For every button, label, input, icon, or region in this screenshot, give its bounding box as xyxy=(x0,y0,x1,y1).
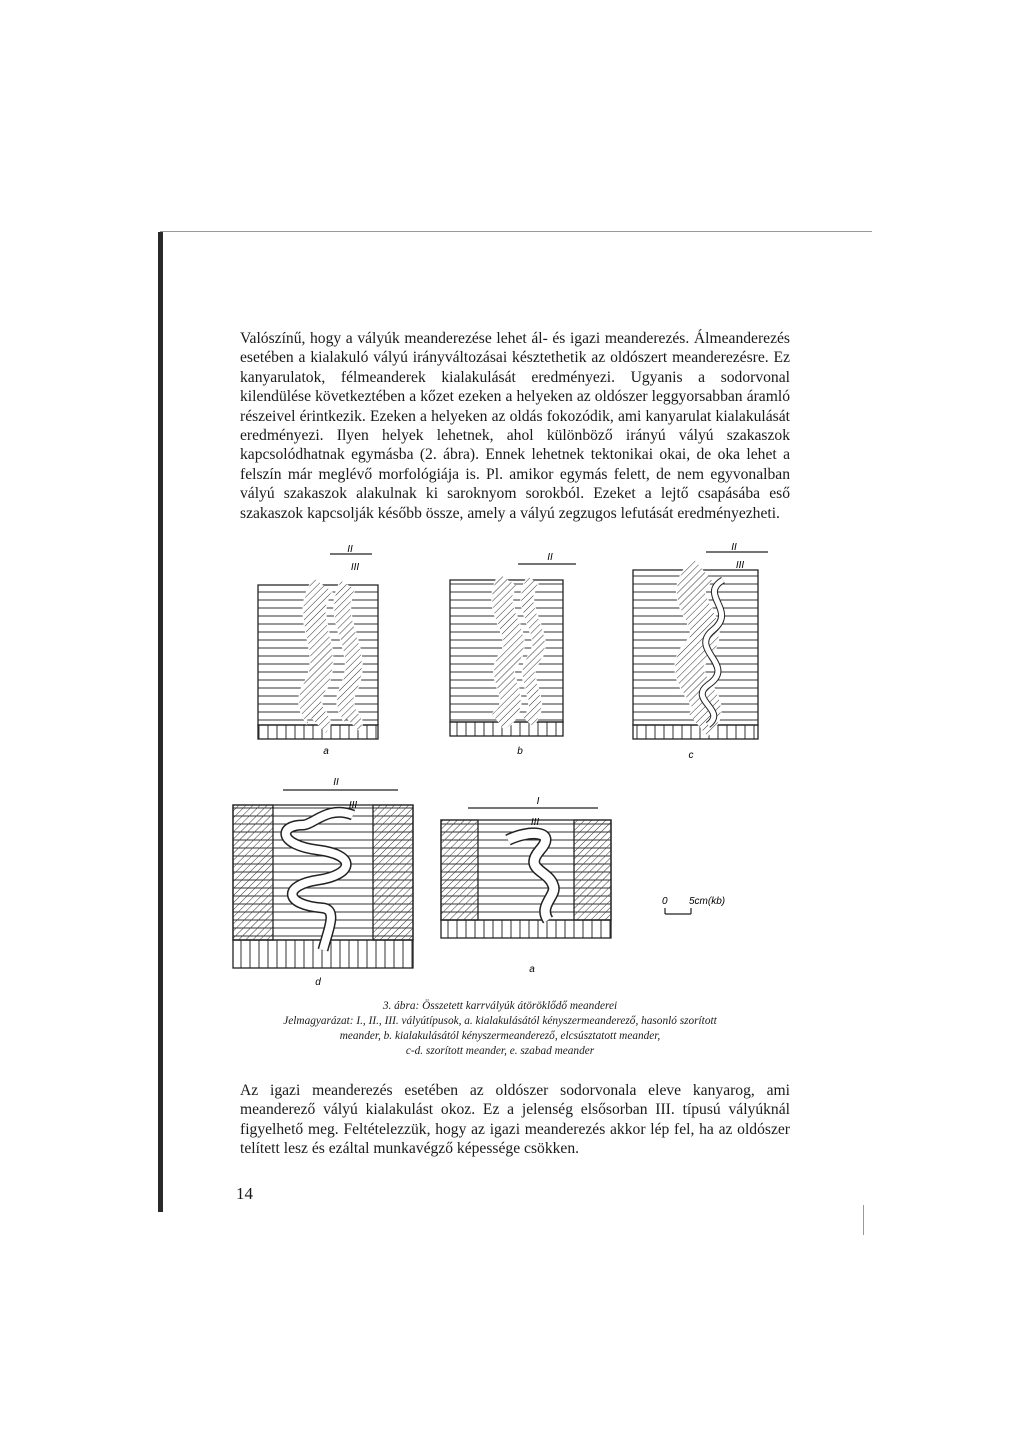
label-a-top: II xyxy=(347,544,353,555)
scan-border-left xyxy=(158,232,163,1212)
caption-line-1: Jelmagyarázat: I., II., III. vályútípusok, a. kialakulásától kényszermeanderező, hasonló szorított xyxy=(283,1015,717,1027)
caption-line-2: meander, b. kialakulásától kényszermeanderező, elcsúsztatott meander, xyxy=(339,1030,661,1042)
letter-c: c xyxy=(688,750,694,761)
scale-bar xyxy=(662,896,725,914)
paragraph-top: Valószínű, hogy a vályúk meanderezése lehet ál- és igazi meanderezés. Álmeanderezés esetében a kialakuló vályú irányváltozásai késztethetik az oldószert meanderezésre. Ez kanyarulatok, félmeanderek kialakulását eredményezi. Ugyanis a sodorvonal kilendülése következtében a kőzet ezeken a helyeken az oldószer leggyorsabban áramló részeivel érintkezik. Ezeken a helyeken az oldás fokozódik, ami kanyarulat kialakulását eredményezi. Ilyen helyek lehetnek, ahol különböző irányú vályú szakaszok kapcsolódhatnak egymásba (2. ábra). Ennek lehetnek tektonikai okai, de oka lehet a felszín már meglévő morfológiája is. Pl. amikor egymás felett, de nem egyvonalban vályú szakaszok alakulnak ki saroknyom sorokból. Ezeket a lejtő csapásába eső szakaszok kapcsolják később össze, amely a vályú zegzugos lefutását eredményezheti. xyxy=(240,330,790,522)
label-d-top: II xyxy=(333,777,339,788)
figure-svg xyxy=(228,540,808,1000)
caption-title: 3. ábra: Összetett karrvályúk átöröklődő meanderei xyxy=(382,1000,618,1012)
label-e-bottom: III xyxy=(530,817,540,828)
letter-a: a xyxy=(323,746,329,757)
letter-d: d xyxy=(315,977,321,988)
page-number: 14 xyxy=(236,1184,253,1203)
label-c-top: II xyxy=(731,542,737,553)
label-d-bottom: III xyxy=(348,800,358,811)
block-d xyxy=(233,777,413,988)
label-b-top: II xyxy=(547,552,553,563)
figure-karren-meanders xyxy=(228,540,808,1000)
block-b xyxy=(450,552,576,757)
paragraph-bottom: Az igazi meanderezés esetében az oldószer sodorvonala eleve kanyarog, ami meanderező vályú kialakulást okoz. Ez a jelenség elsősorban III. típusú vályúknál figyelhető meg. Feltételezzük, hogy az igazi meanderezés akkor lép fel, ha az oldószer telített lesz és ezáltal munkavégző képessége csökken. xyxy=(240,1082,790,1158)
scan-border-top xyxy=(160,231,872,232)
label-c-bottom: III xyxy=(735,560,745,571)
scale-label: 5cm(kb) xyxy=(689,896,726,907)
label-a-bottom: III xyxy=(350,562,360,573)
caption-line-3: c-d. szorított meander, e. szabad meander xyxy=(405,1045,595,1057)
block-e xyxy=(441,796,611,975)
scan-border-right xyxy=(863,1205,864,1235)
figure-caption xyxy=(220,999,780,1059)
scale-zero: 0 xyxy=(662,896,668,907)
label-e-top: I xyxy=(536,796,540,807)
block-a xyxy=(258,544,378,757)
letter-b: b xyxy=(517,746,523,757)
block-c xyxy=(633,542,768,761)
letter-e: a xyxy=(529,964,535,975)
